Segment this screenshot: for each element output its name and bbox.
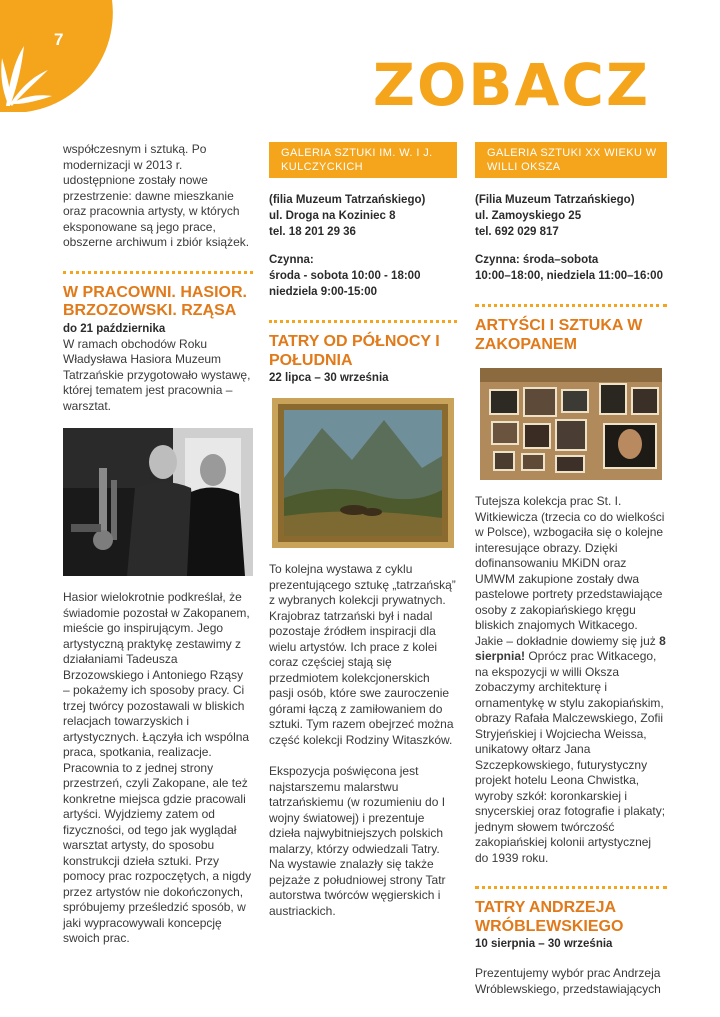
article-body: Hasior wielokrotnie podkreślał, że świadomie pozostał w Zakopanem, mieście go inspirującym. Jego artystyczną praktykę zestawimy z działaniami Tadeusza Brzozowskiego i Antoniego Rząsy – pokażemy ich sposoby pracy. Ci trzej twórcy pozostawali w bliskich relacjach towarzyskich i artystycznych. Łączyła ich wspólna praca, spotkania, realizacje. Pracownia to z jednej strony przestrzeń, czyli Zakopane, ale też konkretne miejsca gdzie pracowali artyści. Wyjdziemy zatem od fizyczności, od tego jak wyglądał warsztat artysty, do sposobu konstrukcji dzieła sztuki. Przy pomocy prac rozpoczętych, a nigdy przez artystów nie dokończonych, spróbujemy prześledzić sposób, w jaki wypracowywali koncepcję swoich prac. xyxy=(63,590,252,945)
article-date: 22 lipca – 30 września xyxy=(269,372,389,384)
venue-info-line: tel. 692 029 817 xyxy=(475,226,559,238)
opening-hours-line: środa - sobota 10:00 - 18:00 xyxy=(269,270,421,282)
page-number: 7 xyxy=(54,30,64,49)
article-title: TATRY ANDRZEJA WRÓBLEWSKIEGO xyxy=(475,899,624,935)
opening-hours-line: 10:00–18:00, niedziela 11:00–16:00 xyxy=(475,270,663,282)
article-title: ARTYŚCI I SZTUKA W ZAKOPANEM xyxy=(475,317,643,353)
venue-info-line: tel. 18 201 29 36 xyxy=(269,226,356,238)
column-3 xyxy=(475,142,667,997)
dotted-divider xyxy=(63,271,253,274)
workshop-photo xyxy=(63,428,253,576)
column-1 xyxy=(63,142,253,947)
venue-banner: GALERIA SZTUKI IM. W. I J. KULCZYCKICH xyxy=(269,142,457,178)
mountain-painting xyxy=(269,398,457,548)
corner-decoration xyxy=(0,0,118,112)
article-body: To kolejna wystawa z cyklu prezentującego sztukę „tatrzańską” z wybranych kolekcji prywatnych. Krajobraz tatrzański był i nadal pozostaje źródłem inspiracji dla wielu artystów. Ich prace z kolei coraz częściej stają się przedmiotem kolekcjonerskich pasji osób, które swe zauroczenie górami łączą z zamiłowaniem do sztuki. Tym razem obejrzeć można część kolekcji Rodziny Witaszków. xyxy=(269,562,456,747)
article-date: 10 sierpnia – 30 września xyxy=(475,938,613,950)
article-body xyxy=(475,494,667,866)
article-lead: W ramach obchodów Roku Władysława Hasiora Muzeum Tatrzańskie przygotowało wystawę, której tematem jest pracownia – warsztat. xyxy=(63,336,251,413)
column-2 xyxy=(269,142,457,919)
dotted-divider xyxy=(475,304,667,307)
opening-hours-line: Czynna: środa–sobota xyxy=(475,254,599,266)
article-body: Prezentujemy wybór prac Andrzeja Wróblewskiego, przedstawiających xyxy=(475,966,661,996)
article-body-highlight: 8 sierpnia! xyxy=(475,633,666,663)
venue-info-line: ul. Zamoyskiego 25 xyxy=(475,210,582,222)
dotted-divider xyxy=(475,886,667,889)
venue-info-line: ul. Droga na Koziniec 8 xyxy=(269,210,396,222)
article-body-part: Tutejsza kolekcja prac St. I. Witkiewicza (trzecia co do wielkości w Polsce), wzbogaciła się o kolejne interesujące obrazy. Dzięki dofinansowaniu MKiDN oraz UMWM zakupione zostały dwa pastelowe portrety przedstawiające osoby z zakopiańskiego kręgu bliskich znajomych Witkacego. Jakie – dokładnie dowiemy się już xyxy=(475,494,665,648)
article-title: W PRACOWNI. HASIOR. BRZOZOWSKI. RZĄSA xyxy=(63,283,247,319)
venue-banner: GALERIA SZTUKI XX WIEKU W WILLI OKSZA xyxy=(475,142,667,178)
venue-info-line: (Filia Muzeum Tatrzańskiego) xyxy=(475,194,635,206)
venue-info-line: (filia Muzeum Tatrzańskiego) xyxy=(269,194,426,206)
article-body-part: Oprócz prac Witkacego, na ekspozycji w willi Oksza zobaczymy architekturę i ornamentykę w stylu zakopiańskim, obrazy Rafała Malczewskiego, Zofii Stryjeńskiej i Wojciecha Weissa, unikatowy ołtarz Jana Szczepkowskiego, futurystyczny projekt hotelu Leona Chwistka, wyroby szkół: koronkarskiej i snycerskiej oraz fotografie i plakaty; jednym słowem twórczość zakopiańskiej kolonii artystycznej do 1939 roku. xyxy=(475,649,666,865)
article-body: Ekspozycja poświęcona jest najstarszemu malarstwu tatrzańskiemu (w rozumieniu do I wojny światowej) i prezentuje dzieła najwybitniejszych polskich malarzy, którzy odwiedzali Tatry. Na wystawie znalazły się także pejzaże z południowej strony Tatr autorstwa twórców węgierskich i austriackich. xyxy=(269,764,446,918)
gallery-photo xyxy=(475,368,667,480)
opening-hours-line: Czynna: xyxy=(269,254,314,266)
opening-hours-line: niedziela 9:00-15:00 xyxy=(269,286,378,298)
section-title: ZOBACZ xyxy=(372,51,650,119)
article-date: do 21 października xyxy=(63,322,166,335)
intro-text: współczesnym i sztuką. Po modernizacji w 2013 r. udostępnione zostały nowe przestrzenie: dawne mieszkanie oraz pracownia artysty, w których eksponowane są jego prace, obszerne archiwum i zbiór książek. xyxy=(63,142,250,249)
article-title: TATRY OD PÓŁNOCY I POŁUDNIA xyxy=(269,333,440,369)
dotted-divider xyxy=(269,320,457,323)
